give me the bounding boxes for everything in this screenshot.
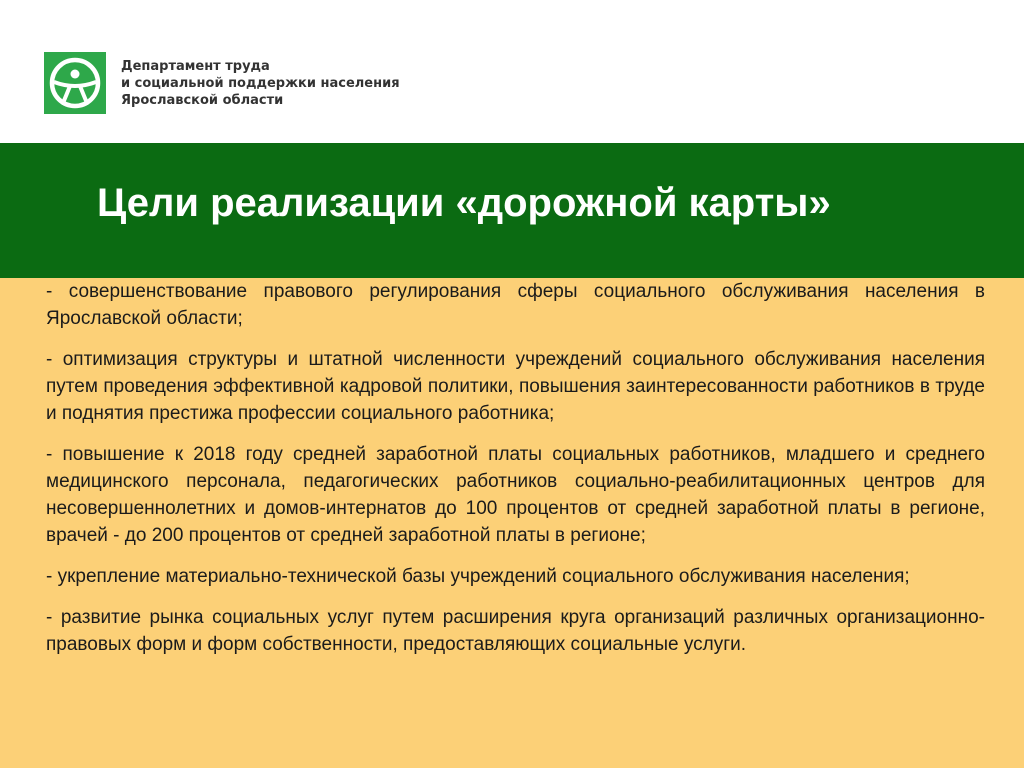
- wheel-person-logo-icon: [44, 52, 106, 114]
- goal-item: - оптимизация структуры и штатной численности учреждений социального обслуживания населения путем проведения эффективной кадровой политики, повышения заинтересованности работников в труде и поднятия престижа профессии социального работника;: [46, 349, 985, 424]
- content-area: [0, 278, 1024, 768]
- goals-list: [46, 278, 985, 672]
- goal-item: - совершенствование правового регулирования сферы социального обслуживания населения в Ярославской области;: [46, 281, 985, 329]
- organization-name-line: Департамент труда: [121, 59, 270, 74]
- goal-item: - повышение к 2018 году средней заработной платы социальных работников, младшего и среднего медицинского персонала, педагогических работников социально-реабилитационных центров для несовершеннолетних и домов-интернатов до 100 процентов от средней заработной платы в регионе, врачей - до 200 процентов от средней заработной платы в регионе;: [46, 444, 985, 546]
- organization-name-line: и социальной поддержки населения: [121, 76, 400, 91]
- organization-name-line: Ярославской области: [121, 93, 284, 108]
- goal-item: - укрепление материально-технической базы учреждений социального обслуживания населения;: [46, 566, 910, 587]
- header: [0, 0, 1024, 143]
- slide-title: Цели реализации «дорожной карты»: [97, 181, 831, 225]
- organization-name: [121, 58, 400, 109]
- goal-item: - развитие рынка социальных услуг путем расширения круга организаций различных организационно-правовых форм и форм собственности, предоставляющих социальные услуги.: [46, 607, 985, 655]
